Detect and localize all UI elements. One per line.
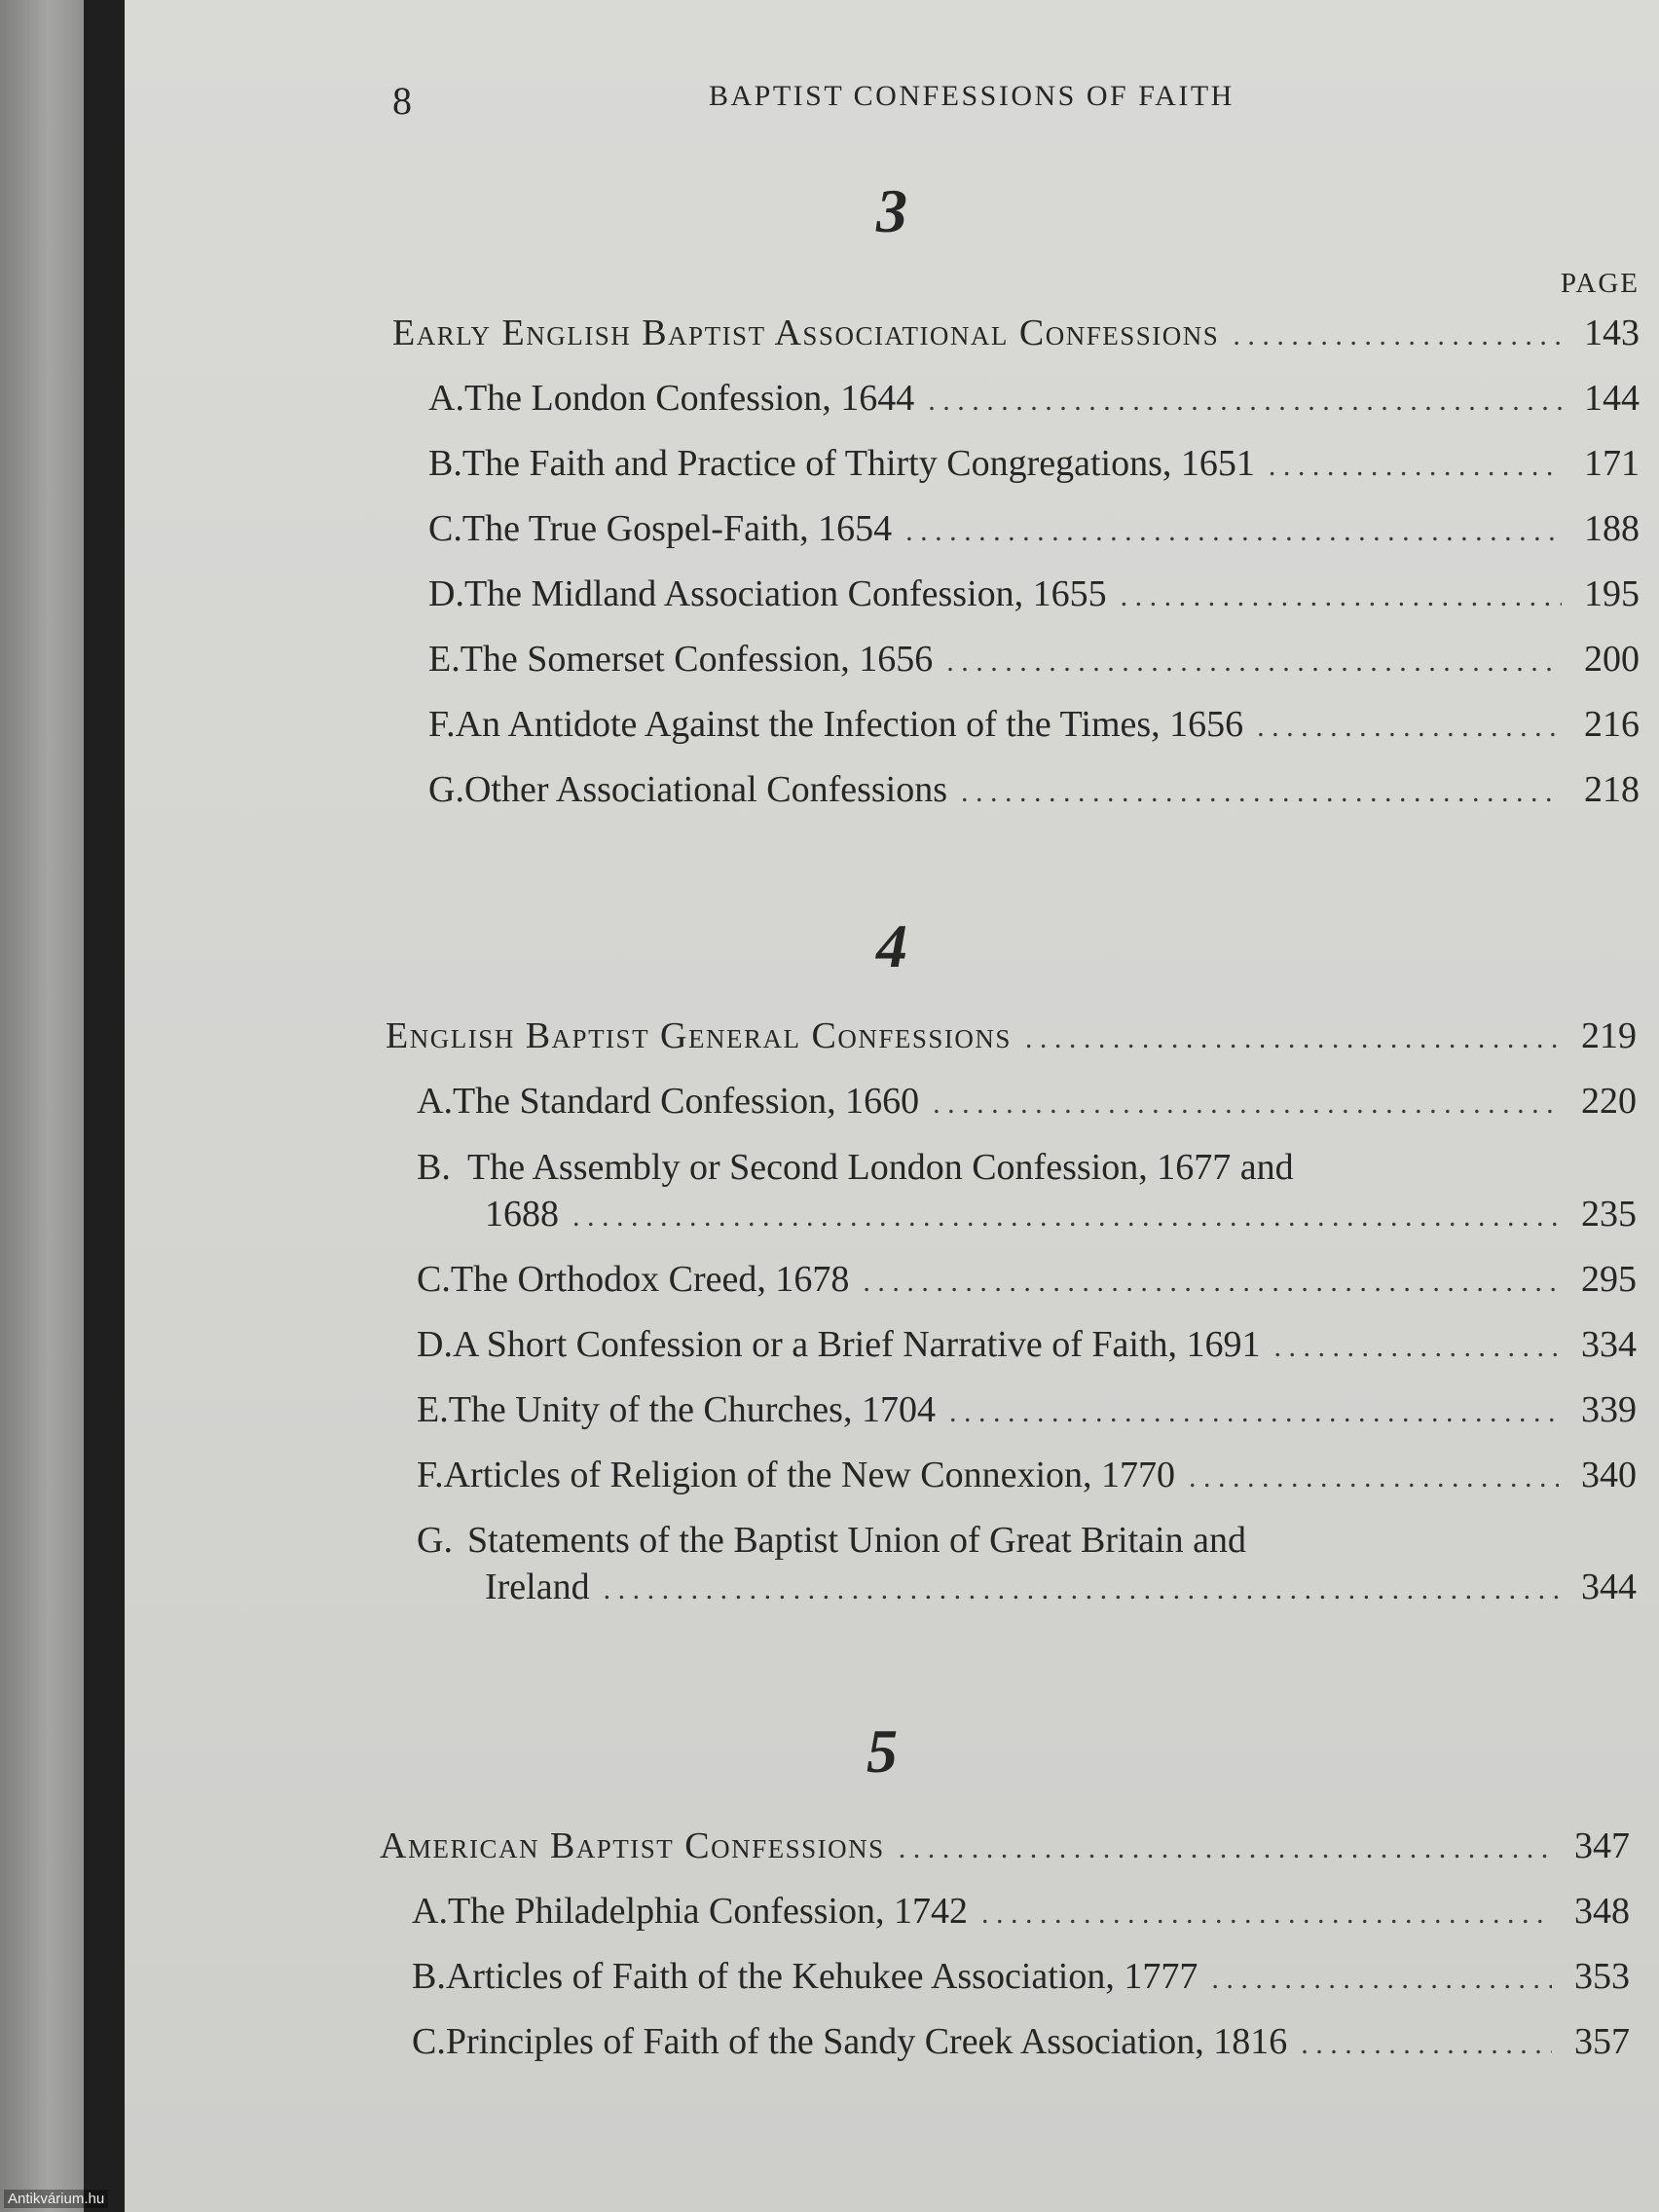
entry-title: The Midland Association Confession, 1655 <box>463 573 1107 614</box>
toc-entry[interactable] <box>125 766 1659 816</box>
entry-title: An Antidote Against the Infection of the Times, 1656 <box>455 704 1244 745</box>
page-ref: 200 <box>1584 639 1640 680</box>
entry-title: The True Gospel-Faith, 1654 <box>461 508 893 549</box>
entry-title-line1: The Assembly or Second London Confession, 1677 and <box>467 1147 1294 1188</box>
toc-entry[interactable] <box>125 701 1659 751</box>
entry-title: The Somerset Confession, 1656 <box>460 639 934 680</box>
dot-leader <box>905 508 1562 555</box>
page-column-label: PAGE <box>1560 268 1640 299</box>
dot-leader <box>946 639 1562 685</box>
page-ref: 347 <box>1574 1825 1630 1866</box>
entry-letter: G. <box>428 769 464 810</box>
page-ref: 171 <box>1584 443 1640 484</box>
entry-title: The Unity of the Churches, 1704 <box>448 1389 936 1430</box>
entry-title: The Orthodox Creed, 1678 <box>450 1259 850 1300</box>
dot-leader <box>1189 1455 1559 1501</box>
entry-title: Articles of Faith of the Kehukee Association, 1777 <box>445 1956 1198 1997</box>
toc-heading[interactable] <box>125 1823 1659 1872</box>
entry-letter: A. <box>428 378 464 419</box>
dot-leader <box>863 1259 1559 1306</box>
entry-letter: B. <box>417 1147 451 1188</box>
page-ref: 295 <box>1581 1259 1637 1300</box>
entry-letter: F. <box>428 704 456 745</box>
toc-heading[interactable] <box>125 1013 1659 1062</box>
toc-entry[interactable] <box>125 440 1659 490</box>
page-ref: 143 <box>1584 313 1640 353</box>
entry-letter: C. <box>412 2021 446 2062</box>
entry-title: The Standard Confession, 1660 <box>452 1081 920 1122</box>
dot-leader <box>1233 313 1562 359</box>
dot-leader <box>933 1081 1559 1127</box>
toc-entry[interactable] <box>125 1386 1659 1436</box>
page-ref: 353 <box>1574 1956 1630 1997</box>
entry-letter: E. <box>428 639 461 680</box>
entry-title: Articles of Religion of the New Connexion, 1770 <box>443 1455 1176 1495</box>
page-ref: 216 <box>1584 704 1640 745</box>
page-number: 8 <box>392 79 412 123</box>
page-ref: 334 <box>1581 1324 1637 1365</box>
toc-entry[interactable] <box>125 505 1659 555</box>
dot-leader <box>1301 2021 1552 2068</box>
book-spine-edge <box>84 0 125 2212</box>
dot-leader <box>961 769 1562 816</box>
entry-letter: D. <box>417 1324 453 1365</box>
dot-leader <box>928 378 1562 424</box>
watermark: Antikvárium.hu <box>4 2190 108 2208</box>
dot-leader <box>1269 443 1562 490</box>
entry-letter: C. <box>417 1259 451 1300</box>
dot-leader <box>1025 1015 1559 1062</box>
toc-entry[interactable] <box>125 1953 1659 2003</box>
dot-leader <box>949 1389 1559 1436</box>
dot-leader <box>1257 704 1562 751</box>
page-header <box>125 78 1659 127</box>
page-ref: 235 <box>1581 1194 1637 1235</box>
entry-letter: G. <box>417 1520 453 1561</box>
toc-entry-wrapped[interactable] <box>125 1517 1659 1613</box>
dot-leader <box>572 1194 1559 1240</box>
toc-entry[interactable] <box>125 571 1659 620</box>
toc-entry[interactable] <box>125 1888 1659 1937</box>
section-title: Early English Baptist Associational Confessions <box>392 313 1220 353</box>
entry-title: The Philadelphia Confession, 1742 <box>447 1891 968 1932</box>
entry-title: Principles of Faith of the Sandy Creek Association, 1816 <box>445 2021 1288 2062</box>
running-head: BAPTIST CONFESSIONS OF FAITH <box>709 80 1235 112</box>
toc-entry[interactable] <box>125 1321 1659 1371</box>
toc-entry[interactable] <box>125 636 1659 685</box>
toc-entry[interactable] <box>125 1078 1659 1127</box>
toc-entry[interactable] <box>125 2018 1659 2068</box>
dot-leader <box>981 1891 1552 1937</box>
entry-title: A Short Confession or a Brief Narrative of Faith, 1691 <box>452 1324 1261 1365</box>
section-number: 3 <box>876 176 907 245</box>
entry-title-line1: Statements of the Baptist Union of Great Britain and <box>467 1520 1246 1561</box>
toc-entry-wrapped[interactable] <box>125 1144 1659 1240</box>
page-ref: 344 <box>1581 1567 1637 1607</box>
page-ref: 220 <box>1581 1081 1637 1122</box>
entry-title: Other Associational Confessions <box>463 769 948 810</box>
section-number: 5 <box>866 1716 898 1786</box>
book-page <box>125 0 1659 2212</box>
entry-letter: C. <box>428 508 462 549</box>
section-number: 4 <box>876 911 907 980</box>
page-ref: 144 <box>1584 378 1640 419</box>
background-left-edge <box>0 0 90 2212</box>
entry-letter: A. <box>412 1891 448 1932</box>
page-ref: 195 <box>1584 573 1640 614</box>
dot-leader <box>1211 1956 1552 2003</box>
toc-entry[interactable] <box>125 1256 1659 1306</box>
entry-letter: B. <box>428 443 462 484</box>
section-title: American Baptist Confessions <box>380 1825 885 1866</box>
section-title: English Baptist General Confessions <box>386 1015 1012 1056</box>
toc-heading[interactable] <box>125 310 1659 359</box>
entry-letter: D. <box>428 573 464 614</box>
entry-title: The London Confession, 1644 <box>463 378 915 419</box>
page-ref: 340 <box>1581 1455 1637 1495</box>
page-ref: 218 <box>1584 769 1640 810</box>
toc-entry[interactable] <box>125 1452 1659 1501</box>
entry-letter: B. <box>412 1956 446 1997</box>
dot-leader <box>899 1825 1552 1872</box>
entry-letter: E. <box>417 1389 449 1430</box>
page-ref: 357 <box>1574 2021 1630 2062</box>
entry-title-line2: 1688 <box>485 1194 559 1235</box>
toc-entry[interactable] <box>125 375 1659 424</box>
page-ref: 339 <box>1581 1389 1637 1430</box>
entry-title-line2: Ireland <box>485 1567 590 1607</box>
page-ref: 348 <box>1574 1891 1630 1932</box>
entry-title: The Faith and Practice of Thirty Congregations, 1651 <box>461 443 1255 484</box>
dot-leader <box>1121 573 1562 620</box>
dot-leader <box>604 1567 1559 1613</box>
entry-letter: F. <box>417 1455 444 1495</box>
page-ref: 188 <box>1584 508 1640 549</box>
entry-letter: A. <box>417 1081 453 1122</box>
page-ref: 219 <box>1581 1015 1637 1056</box>
dot-leader <box>1273 1324 1559 1371</box>
